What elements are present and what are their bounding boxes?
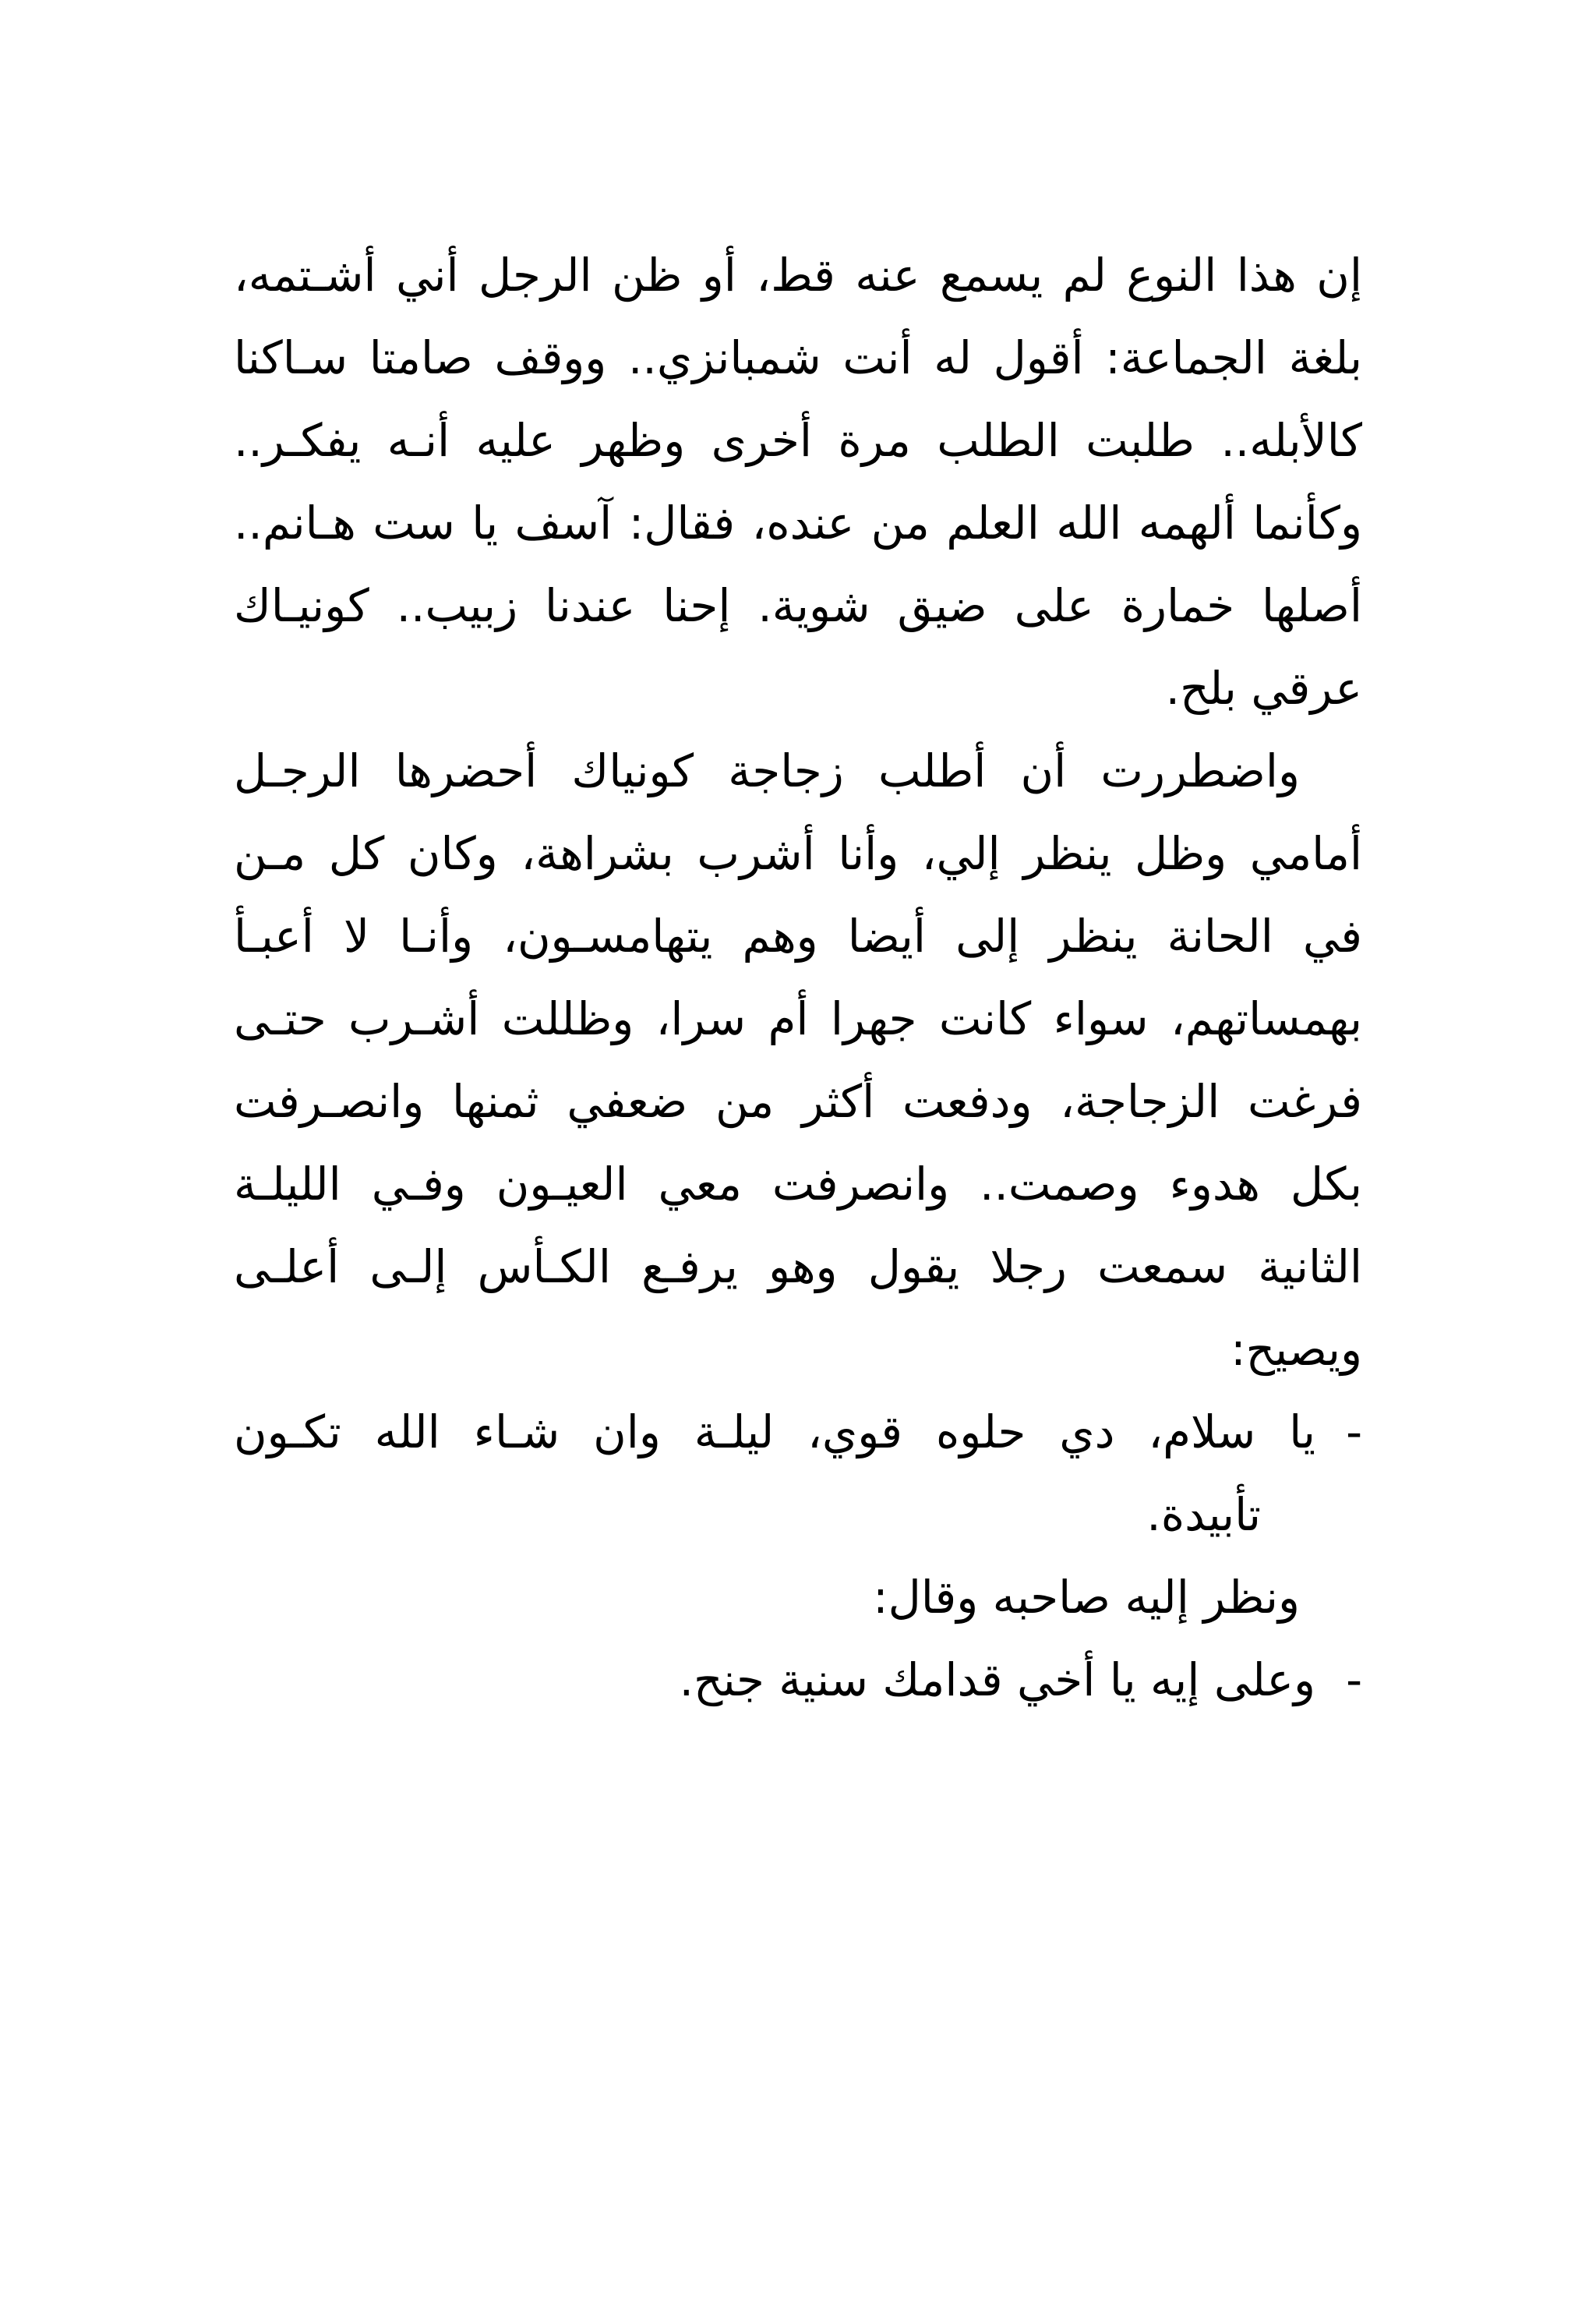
text-line: بلغة الجماعة: أقول له أنت شمبانزي.. ووقف صامتا سـاكنا xyxy=(234,331,1362,384)
narrative-line: ونظر إليه صاحبه وقال: xyxy=(873,1571,1300,1624)
dialog-dash: - xyxy=(1346,1405,1362,1458)
text-line: في الحانة ينظر إلى أيضا وهم يتهامسـون، وأنـا لا أعبـأ xyxy=(234,910,1362,963)
dialog-line xyxy=(234,1391,1362,1473)
text-line: كالأبله.. طلبت الطلب مرة أخرى وظهر عليه أنـه يفكـر.. xyxy=(234,414,1362,467)
text-line: بكل هدوء وصمت.. وانصرفت معي العيـون وفـي الليلـة xyxy=(234,1158,1362,1211)
text-line: وكأنما ألهمه الله العلم من عنده، فقال: آسف يا ست هـانم.. xyxy=(234,497,1362,550)
dialog-text: يا سلام، دي حلوه قوي، ليلـة وان شـاء الله تكـون xyxy=(234,1405,1315,1458)
text-line: أصلها خمارة على ضيق شوية. إحنا عندنا زبيب.. كونيـاك xyxy=(234,579,1362,632)
text-line: واضطررت أن أطلب زجاجة كونياك أحضرها الرجـل xyxy=(234,744,1300,797)
text-line: إن هذا النوع لم يسمع عنه قط، أو ظن الرجل أني أشـتمه، xyxy=(234,249,1362,302)
text-line: فرغت الزجاجة، ودفعت أكثر من ضعفي ثمنها وانصـرفت xyxy=(234,1075,1362,1128)
text-line: أمامي وظل ينظر إلي، وأنا أشرب بشراهة، وكان كل مـن xyxy=(234,827,1362,880)
dialog-dash: - xyxy=(1346,1653,1362,1706)
dialog-continuation: تأبيدة. xyxy=(1146,1488,1261,1541)
text-line: ويصيح: xyxy=(1231,1323,1362,1376)
text-line: عرقي بلح. xyxy=(1165,662,1362,715)
text-line: بهمساتهم، سواء كانت جهرا أم سرا، وظللت أشـرب حتـى xyxy=(234,992,1362,1045)
text-line: الثانية سمعت رجلا يقول وهو يرفـع الكـأس إلـى أعلـى xyxy=(234,1240,1362,1293)
body-text xyxy=(234,234,1362,1721)
dialog-text: وعلى إيه يا أخي قدامك سنية جنح. xyxy=(679,1653,1315,1706)
dialog-line xyxy=(234,1639,1362,1721)
